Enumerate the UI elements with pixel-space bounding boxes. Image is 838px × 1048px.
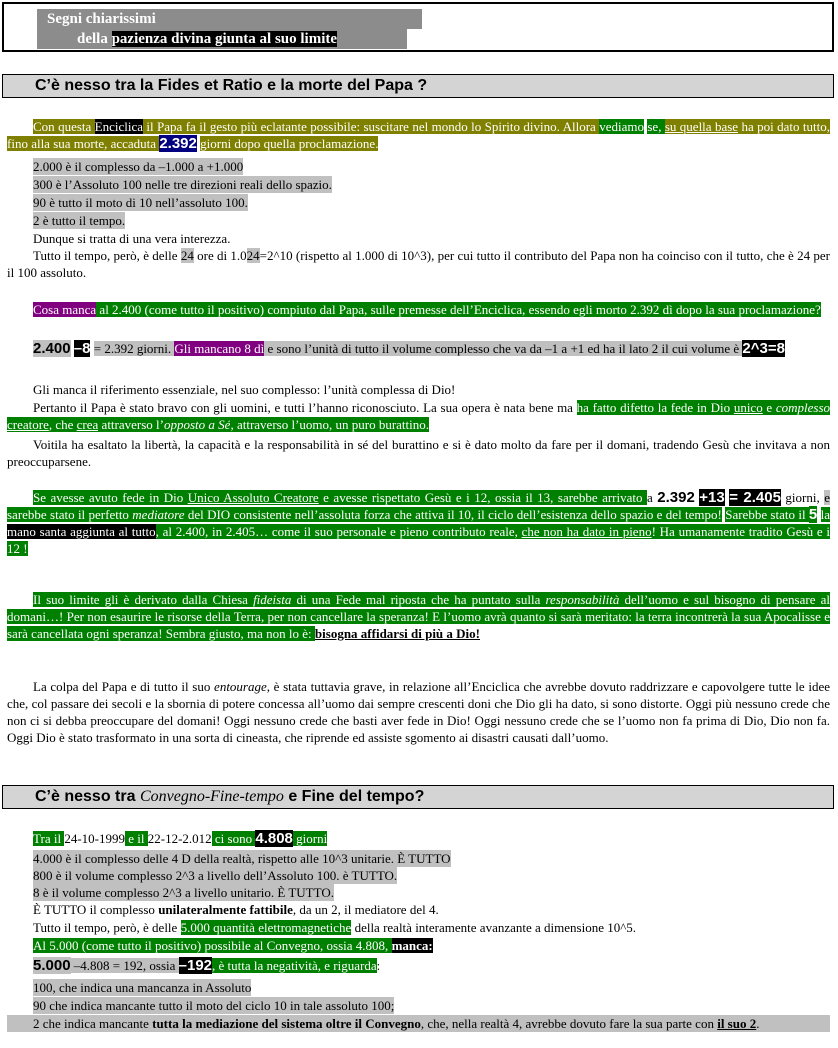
line-192: 5.000 –4.808 = 192, ossia –192, è tutta la negatività, e riguarda: — [33, 957, 381, 974]
limite-paragraph: Il suo limite gli è derivato dalla Chiesa fideista di una Fede mal riposta che ha puntato sulla responsabilità dell’uomo e sul bisogno di pensare al domani…! Per non esaurire le risorse della Terra, per non cancellare la speranza! E l’uomo avrà quanto si sarà meritato: la terra incontrerà la sua Apocalisse e sarà cancellata ogni speranza! Sembra giusto, ma non lo è: bisogna affidarsi di più a Dio! — [7, 592, 830, 641]
line-2: 2 è tutto il tempo. — [33, 213, 126, 228]
manca-line: Gli manca il riferimento essenziale, nel suo complesso: l’unità complessa di Dio! — [33, 382, 456, 397]
line-4000: 4.000 è il complesso delle 4 D della realtà, rispetto alle 10^3 unitarie. È TUTTO — [33, 851, 451, 866]
colpa-paragraph: La colpa del Papa e di tutto il suo entourage, è stata tuttavia grave, in relazione all’Enciclica che avrebbe dovuto raddrizzare e capovolgere tutte le idee che, col passare dei secoli e la sbornia di potere concessa all’uomo dai sempre crescenti doni che Dio gli ha dato, si sono distorte. Oggi più nessuno crede che non ci si debba preoccupare del domani! Oggi nessuno crede che basti aver fede in Dio! Oggi nessuno crede che se l’uomo non fa prima di Dio, Dio non fa. Oggi Dio è stato trasformato in una sorta di cineasta, che riprende ed assiste sgomento ai disastri causati dall’uomo. — [7, 679, 831, 745]
line-100: 100, che indica una mancanza in Assoluto — [33, 980, 252, 995]
line-300: 300 è l’Assoluto 100 nelle tre direzioni reali dello spazio. — [33, 177, 332, 192]
title-box — [2, 2, 834, 52]
section-heading-2: C’è nesso tra Convegno-Fine-tempo e Fine del tempo? — [2, 785, 834, 809]
line-800: 800 è il volume complesso 2^3 a livello dell’Assoluto 100. è TUTTO. — [33, 868, 398, 883]
question-paragraph: Cosa manca al 2.400 (come tutto il positivo) compiuto dal Papa, sulle premesse dell’Enciclica, essendo egli morto 2.392 dì dopo la sua proclamazione? — [33, 302, 821, 317]
pertanto-paragraph: Pertanto il Papa è stato bravo con gli uomini, e tutti l’hanno riconosciuto. La sua opera è nata bene ma ha fatto difetto la fede in Dio unico e complesso creatore, che crea attraverso l’opposto a Sé, attraverso l’uomo, un puro burattino. — [7, 400, 831, 432]
line-manca: Al 5.000 (come tutto il positivo) possibile al Convegno, ossia 4.808, manca: — [33, 938, 433, 953]
title-line-2: della pazienza divina giunta al suo limite — [37, 29, 407, 49]
line-8: 8 è il volume complesso 2^3 a livello unitario. È TUTTO. — [33, 885, 334, 900]
tutto-paragraph: Tutto il tempo, però, è delle 24 ore di 1.024=2^10 (rispetto al 1.000 di 10^3), per cui tutto il contributo del Papa non ha coinciso con il tutto, che è 24 per il 100 assoluto. — [7, 248, 830, 280]
line-90b: 90 che indica mancante tutto il moto del ciclo 10 in tale assoluto 100; — [33, 998, 395, 1013]
line-2b: 2 che indica mancante tutta la mediazione del sistema oltre il Convegno, che, nella realtà 4, avrebbe dovuto fare la sua parte con il suo 2. — [7, 1015, 830, 1032]
line-2000: 2.000 è il complesso da –1.000 a +1.000 — [33, 159, 244, 174]
title-line-1: Segni chiarissimi — [37, 9, 422, 29]
calc-paragraph: 2.400 –8 = 2.392 giorni. Gli mancano 8 dì e sono l’unità di tutto il volume complesso che va da –1 a +1 ed ha il lato 2 il cui volume è 2^3=8 — [33, 340, 785, 357]
section-heading-1: C’è nesso tra la Fides et Ratio e la morte del Papa ? — [2, 74, 834, 98]
intro-paragraph: Con questa Enciclica il Papa fa il gesto più eclatante possibile: suscitare nel mondo lo Spirito divino. Allora vediamo se, su quella base ha poi dato tutto, fino alla sua morte, accaduta 2.392 giorni dopo quella proclamazione. — [7, 119, 830, 152]
voitila-paragraph: Voitila ha esaltato la libertà, la capacità e la responsabilità in sé del burattino e si è dato molto da fare per il domani, tradendo Gesù che invitava a non preoccuparsene. — [7, 437, 830, 469]
line-90: 90 è tutto il moto di 10 nell’assoluto 100. — [33, 195, 248, 210]
se-paragraph: Se avesse avuto fede in Dio Unico Assoluto Creatore e avesse rispettato Gesù e i 12, ossia il 13, sarebbe arrivato a 2.392 +13 = 2.405 giorni, e sarebbe stato il perfetto mediatore del DIO consistente nell’assoluta forza che attiva il 10, il ciclo dell’esistenza dello spazio e del tempo! Sarebbe stato il 5 la mano santa aggiunta al tutto, al 2.400, in 2.405… come il suo personale e pieno contributo reale, che non ha dato in pieno! Ha umanamente tradito Gesù e i 12 ! — [7, 489, 831, 556]
line-5000: Tutto il tempo, però, è delle 5.000 quantità elettromagnetiche della realtà interamente avanzante a dimensione 10^5. — [33, 920, 637, 935]
tra-line: Tra il 24-10-1999 e il 22-12-2.012 ci sono 4.808 giorni — [33, 830, 328, 847]
line-interezza: Dunque si tratta di una vera interezza. — [33, 231, 231, 246]
line-fattibile: È TUTTO il complesso unilateralmente fattibile, da un 2, il mediatore del 4. — [33, 902, 439, 917]
